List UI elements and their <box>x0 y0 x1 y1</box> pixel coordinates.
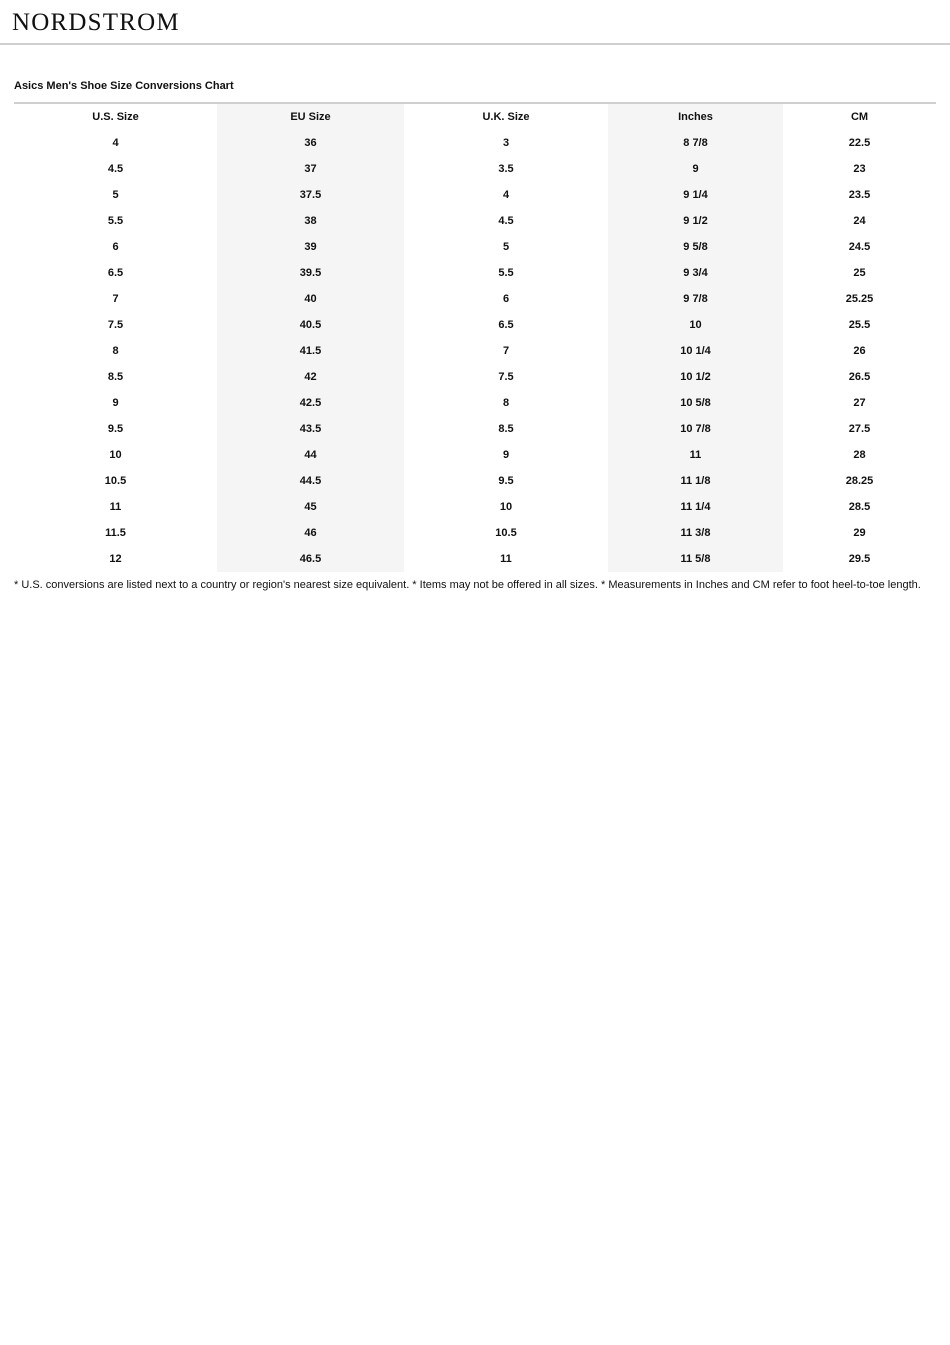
table-row <box>14 260 936 286</box>
size-conversion-table-container <box>14 102 936 572</box>
cell-inches: 9 1/4 <box>683 189 708 201</box>
cell-cm: 26.5 <box>848 371 871 383</box>
column-header-eu-size: EU Size <box>290 111 331 123</box>
cell-uk-size: 4 <box>502 189 510 201</box>
cell-us-size: 11.5 <box>105 527 126 539</box>
cell-eu-size: 41.5 <box>299 345 322 357</box>
footnote: * U.S. conversions are listed next to a country or region's nearest size equivalent. * Items may not be offered in all sizes. * Measurements in Inches and CM refer to foot heel-to-toe length. <box>14 579 921 591</box>
cell-inches: 9 <box>692 163 699 175</box>
cell-eu-size: 43.5 <box>299 423 322 435</box>
cell-us-size: 4 <box>112 137 119 149</box>
cell-uk-size: 4.5 <box>498 215 514 227</box>
cell-uk-size: 10 <box>499 501 513 513</box>
cell-cm: 28 <box>853 449 866 461</box>
cell-cm: 23 <box>853 163 866 175</box>
site-header <box>0 0 950 45</box>
column-header-cm: CM <box>850 111 869 123</box>
cell-eu-size: 37.5 <box>299 189 322 201</box>
cell-inches: 11 <box>689 449 702 461</box>
cell-cm: 27.5 <box>848 423 871 435</box>
table-row <box>14 234 936 260</box>
table-row <box>14 208 936 234</box>
cell-cm: 24.5 <box>848 241 871 253</box>
table-row <box>14 468 936 494</box>
cell-inches: 9 7/8 <box>683 293 708 305</box>
table-row <box>14 286 936 312</box>
cell-us-size: 8 <box>112 345 119 357</box>
cell-uk-size: 8 <box>502 397 510 409</box>
cell-us-size: 9 <box>112 397 119 409</box>
cell-eu-size: 46 <box>304 527 317 539</box>
cell-us-size: 9.5 <box>107 423 124 435</box>
cell-eu-size: 45 <box>304 501 317 513</box>
cell-us-size: 11 <box>109 501 122 513</box>
cell-eu-size: 39.5 <box>299 267 322 279</box>
column-header-us-size: U.S. Size <box>92 111 139 123</box>
table-row <box>14 546 936 572</box>
cell-inches: 8 7/8 <box>683 137 708 149</box>
table-row <box>14 416 936 442</box>
chart-title: Asics Men's Shoe Size Conversions Chart <box>14 80 234 92</box>
cell-us-size: 8.5 <box>107 371 124 383</box>
cell-uk-size: 5.5 <box>498 267 514 279</box>
cell-cm: 27 <box>853 397 866 409</box>
cell-eu-size: 36 <box>304 137 317 149</box>
cell-eu-size: 46.5 <box>299 553 322 565</box>
cell-uk-size: 7 <box>502 345 510 357</box>
cell-us-size: 6.5 <box>107 267 124 279</box>
table-body <box>14 130 936 572</box>
cell-eu-size: 39 <box>304 241 317 253</box>
cell-us-size: 12 <box>109 553 122 565</box>
table-row <box>14 312 936 338</box>
cell-inches: 9 3/4 <box>683 267 708 279</box>
table-row <box>14 364 936 390</box>
table-row <box>14 442 936 468</box>
table-row <box>14 156 936 182</box>
cell-us-size: 5.5 <box>107 215 124 227</box>
cell-cm: 23.5 <box>848 189 871 201</box>
cell-eu-size: 42.5 <box>299 397 322 409</box>
cell-us-size: 4.5 <box>107 163 124 175</box>
cell-cm: 24 <box>853 215 866 227</box>
cell-uk-size: 6.5 <box>498 319 514 331</box>
cell-uk-size: 3.5 <box>498 163 514 175</box>
cell-inches: 10 1/4 <box>680 345 711 357</box>
cell-eu-size: 40 <box>304 293 317 305</box>
cell-inches: 9 1/2 <box>683 215 708 227</box>
cell-inches: 11 1/8 <box>680 475 711 487</box>
cell-inches: 10 5/8 <box>680 397 711 409</box>
table-header-row <box>14 104 936 130</box>
cell-eu-size: 44 <box>304 449 317 461</box>
cell-inches: 11 3/8 <box>680 527 711 539</box>
cell-cm: 29 <box>853 527 866 539</box>
cell-uk-size: 5 <box>502 241 510 253</box>
cell-eu-size: 42 <box>304 371 317 383</box>
cell-cm: 25 <box>853 267 866 279</box>
cell-uk-size: 6 <box>502 293 510 305</box>
cell-uk-size: 11 <box>500 553 512 565</box>
cell-us-size: 7.5 <box>107 319 124 331</box>
cell-cm: 28.25 <box>845 475 874 487</box>
cell-us-size: 10.5 <box>104 475 127 487</box>
nordstrom-logo[interactable]: NORDSTROM <box>12 9 180 36</box>
column-header-inches: Inches <box>678 111 713 123</box>
cell-cm: 26 <box>853 345 866 357</box>
cell-eu-size: 37 <box>304 163 317 175</box>
cell-uk-size: 7.5 <box>498 371 514 383</box>
cell-inches: 10 1/2 <box>680 371 711 383</box>
cell-inches: 11 1/4 <box>680 501 711 513</box>
cell-us-size: 10 <box>109 449 122 461</box>
cell-uk-size: 9 <box>502 449 510 461</box>
cell-cm: 25.25 <box>845 293 874 305</box>
table-row <box>14 338 936 364</box>
cell-uk-size: 8.5 <box>498 423 514 435</box>
cell-uk-size: 9.5 <box>498 475 514 487</box>
cell-eu-size: 40.5 <box>299 319 322 331</box>
cell-cm: 29.5 <box>848 553 871 565</box>
cell-cm: 22.5 <box>848 137 871 149</box>
cell-cm: 28.5 <box>848 501 871 513</box>
cell-inches: 10 <box>689 319 702 331</box>
table-row <box>14 390 936 416</box>
cell-uk-size: 3 <box>502 137 510 149</box>
cell-inches: 10 7/8 <box>680 423 711 435</box>
cell-uk-size: 10.5 <box>495 527 517 539</box>
cell-inches: 9 5/8 <box>683 241 708 253</box>
cell-eu-size: 38 <box>304 215 317 227</box>
table-row <box>14 130 936 156</box>
size-conversion-table <box>14 104 936 572</box>
cell-cm: 25.5 <box>848 319 871 331</box>
column-header-uk-size: U.K. Size <box>482 111 530 123</box>
cell-us-size: 7 <box>112 293 119 305</box>
cell-inches: 11 5/8 <box>680 553 711 565</box>
table-row <box>14 520 936 546</box>
cell-us-size: 6 <box>112 241 119 253</box>
table-row <box>14 182 936 208</box>
cell-us-size: 5 <box>112 189 119 201</box>
table-row <box>14 494 936 520</box>
cell-eu-size: 44.5 <box>299 475 322 487</box>
